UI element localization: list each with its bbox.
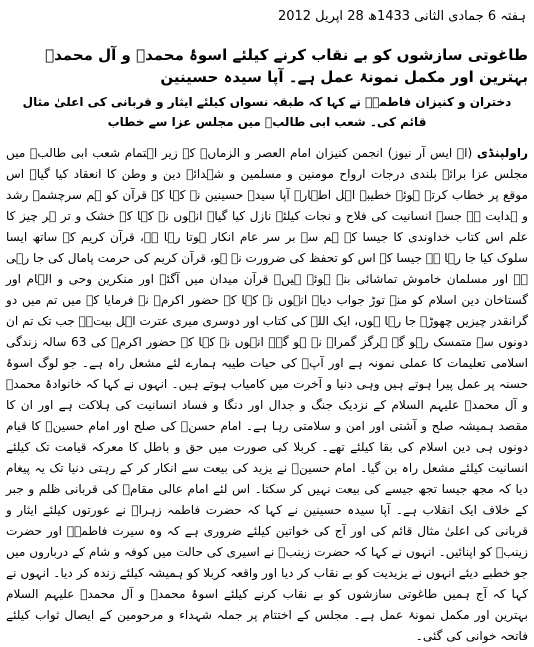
news-agency: (اے ایس آر نیوز) [387,146,473,160]
headline: طاغوتی سازشوں کو بے نقاب کرنے کیلئے اسوۂ محمدؐ و آل محمدؐ بہترین اور مکمل نمونۂ عمل ہے۔ آپا سیدہ حسینین [45,46,528,86]
article-body-text: انجمن کنیزان امام العصر و الزماںؑ کے زیر اہتمام شعب ابی طالبؑ میں مجلس عزا برائے بلندی درجات ارواح مومنین و مسلمین و شہدائے دین و وطن کا انعقاد کیا گیا۔ اس موقع پر خطاب کرتے ہوئے خطیبہ اہل اطہارؑ آپا سیدہ حسینین نے کہا کہ قرآن کو ہم سرچشمہ رشد و ہدایت ہے جسے انسانیت کی فلاح و نجات کیلئے نازل کیا گیا۔ انہوں نے کہا کہ خشک و تر ہر چیز کا علم اس کتاب خداوندی کا جیسا کہ ہم سے بر سر عام انکار ہوتا رہا ہے، قرآن کریم کے ساتھ ایسا سلوک کیا جا رہا ہے جیسا کہ اس کو تحفظ کی ضرورت نہ ہو، قرآن کریم کی حرمت پامال کی جا رہی ہے اور مسلمان خاموش تماشائی بنے ہوئے ہیں۔ قرآن میدان میں آگئے اور منکرین وحی و الہام اور گستاخان دین اسلام کو منہ توڑ جواب دیا۔ انہوں نے کہا کہ حضور اکرمؐ نے فرمایا کہ میں تم میں دو گرانقدر چیزیں چھوڑے جا رہا ہوں، ایک اللہ کی کتاب اور دوسری میری عترت اہل بیتؑ۔ جب تک تم ان دونوں سے متمسک رہو گے ہرگز گمراہ نہ ہو گے۔ انہوں نے کہا کہ حضور اکرمؐ کی 63 سالہ زندگی اسلامی تعلیمات کا عملی نمونہ ہے اور آپؐ کی حیات طیبہ ہمارے لئے مشعل راہ ہے۔ جو لوگ اسوۂ حسنہ پر عمل پیرا ہوتے ہیں وہی دنیا و آخرت میں کامیاب ہوتے ہیں۔ انہوں نے کہا کہ خانوادۂ محمدؐ و آل محمدؐ علیہم السلام کے نزدیک جنگ و جدال اور دنگا و فساد انسانیت کی ہلاکت ہے اور ان کا مقصد ہمیشہ صلح و آشتی اور امن و سلامتی رہا ہے۔ امام حسنؑ کی صلح اور امام حسینؑ کا قیام دونوں ہی دین اسلام کی بقا کیلئے تھے۔ کربلا کی صورت میں حق و باطل کا معرکہ قیامت تک کیلئے انسانیت کیلئے مشعل راہ بن گیا۔ امام حسینؑ نے یزید کی بیعت سے انکار کر کے رہتی دنیا تک یہ پیغام دیا کہ مجھ جیسا تجھ جیسے کی بیعت نہیں کر سکتا۔ اس لئے امام عالی مقامؑ کی قربانی ظلم و جبر کے خلاف ایک انقلاب ہے۔ آپا سیدہ حسینین نے کہا کہ حضرت فاطمہ زہراؑ نے عورتوں کیلئے ایثار و قربانی کی اعلیٰ مثال قائم کی اور آج کی خواتین کیلئے ضروری ہے کہ وہ سیرت فاطمہؑ اور حضرت زینبؑ کو اپنائیں۔ انہوں نے کہا کہ حضرت زینبؑ نے اسیری کی حالت میں کوفہ و شام کے درباروں میں جو خطبے دیئے انہوں نے یزیدیت کو بے نقاب کر دیا اور واقعہ کربلا کو ہمیشہ کیلئے زندہ کر دیا۔ انہوں نے کہا کہ آج ہمیں طاغوتی سازشوں کو بے نقاب کرنے کیلئے اسوۂ محمدؐ و آل محمدؐ علیہم السلام بہترین اور مکمل نمونۂ عمل ہے۔ مجلس کے اختتام پر جملہ شہداء و مرحومین کے ایصال ثواب کیلئے فاتحہ خوانی کی گئی۔ [6,146,529,643]
article-body [6,143,529,643]
place-name: راولپنڈی [476,146,528,160]
subheadline: دختران و کنیزان فاطمہؑ نے کہا کہ طبقہ نسواں کیلئے ایثار و قربانی کی اعلیٰ مثال قائم کی۔ شعب ابی طالبؑ میں مجلس عزا سے خطاب [22,95,512,129]
dateline: ہفتہ 6 جمادی الثانی 1433ھ 28 اپریل 2012 [277,9,526,24]
